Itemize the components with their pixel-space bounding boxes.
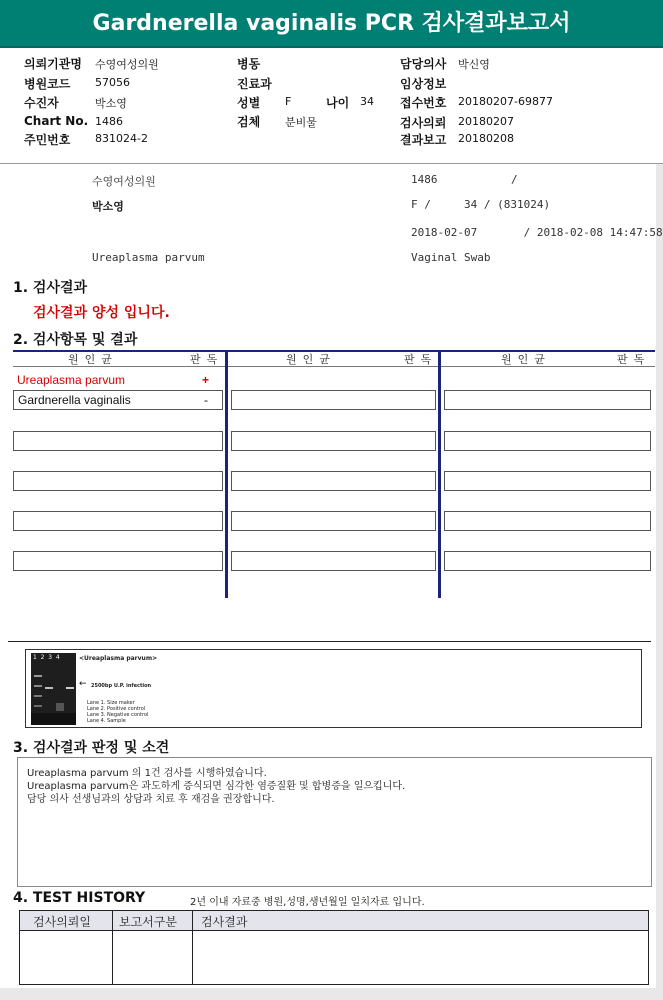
- history-column-divider: [192, 911, 193, 985]
- label-hospital-code: 병원코드: [24, 77, 71, 91]
- value-hospital-code: 57056: [95, 76, 130, 89]
- history-header-result: 검사결과: [201, 915, 248, 929]
- result-row-box: [231, 390, 436, 410]
- result-row-box: [444, 511, 651, 531]
- column-divider-1: [225, 350, 228, 598]
- header-divider: [0, 163, 663, 164]
- value-chart-no: 1486: [95, 115, 123, 128]
- result-row-box: [444, 390, 651, 410]
- value-requesting-institution: 수영여성의원: [95, 58, 159, 71]
- result-row-box: [13, 431, 223, 451]
- label-age: 나이: [326, 96, 350, 110]
- label-doctor: 담당의사: [400, 57, 447, 71]
- section-items-title: 2. 검사항목 및 결과: [13, 332, 138, 348]
- label-department: 진료과: [237, 77, 272, 91]
- label-report-date: 결과보고: [400, 133, 447, 147]
- result-row-box: [444, 551, 651, 571]
- result-row-box: [13, 471, 223, 491]
- page-shadow-right: [656, 164, 663, 1000]
- value-doctor: 박신영: [458, 58, 490, 71]
- info-slash: /: [511, 173, 518, 186]
- gel-legend-2: Lane 2. Positive control: [87, 706, 146, 712]
- history-header-request-date: 검사의뢰일: [33, 915, 91, 929]
- label-clinical-info: 임상정보: [400, 77, 447, 91]
- label-requesting-institution: 의뢰기관명: [24, 57, 82, 71]
- header-judgment-2: 판독: [404, 353, 438, 366]
- label-request-date: 검사의뢰: [400, 116, 447, 130]
- gel-legend-1: Lane 1. Size maker: [87, 700, 135, 706]
- result-row-box: [444, 431, 651, 451]
- gel-electrophoresis-image: [31, 653, 76, 725]
- value-resident-number: 831024-2: [95, 132, 148, 145]
- result-statement: 검사결과 양성 입니다.: [33, 305, 170, 321]
- history-note: 2년 이내 자료중 병원,성명,생년월일 일치자료 입니다.: [190, 897, 425, 908]
- section-judgment-title: 3. 검사결과 판정 및 소견: [13, 740, 170, 756]
- info-chart: 1486: [411, 173, 438, 186]
- gel-legend-3: Lane 3. Negative control: [87, 712, 149, 718]
- comment-line-2: Ureaplasma parvum은 과도하게 증식되면 심각한 염증질환 및 합병증을 일으킵니다.: [27, 781, 406, 792]
- page-shadow-bottom: [0, 988, 663, 1000]
- label-patient: 수진자: [24, 96, 59, 110]
- section-result-title: 1. 검사결과: [13, 280, 88, 296]
- section-divider: [8, 641, 651, 642]
- value-age: 34: [360, 95, 374, 108]
- result-name-1: Ureaplasma parvum: [17, 373, 126, 387]
- result-row-box: [13, 511, 223, 531]
- label-specimen: 검체: [237, 115, 261, 129]
- result-value-1: +: [202, 373, 210, 387]
- result-row-box: [13, 551, 223, 571]
- info-sex-age: F / 34 / (831024): [411, 198, 551, 211]
- value-report-date: 20180208: [458, 132, 514, 145]
- label-sex: 성별: [237, 96, 261, 110]
- column-divider-2: [438, 350, 441, 598]
- info-patient: 박소영: [92, 200, 124, 213]
- label-ward: 병동: [237, 57, 261, 71]
- gel-arrow-label: 2500bp U.P. infection: [91, 683, 152, 689]
- info-organism: Ureaplasma parvum: [92, 251, 205, 264]
- label-chart-no: Chart No.: [24, 114, 89, 128]
- info-hospital: 수영여성의원: [92, 175, 156, 188]
- header-organism-3: 원인균: [501, 353, 551, 366]
- info-specimen: Vaginal Swab: [411, 251, 491, 264]
- gel-title: <Ureaplasma parvum>: [79, 655, 158, 662]
- result-name-2: Gardnerella vaginalis: [18, 393, 131, 407]
- info-dates: 2018-02-07 / 2018-02-08 14:47:58: [411, 226, 663, 239]
- gel-legend-4: Lane 4. Sample: [87, 718, 126, 724]
- comment-line-1: Ureaplasma parvum 의 1건 검사를 시행하였습니다.: [27, 768, 267, 779]
- label-resident-number: 주민번호: [24, 133, 71, 147]
- result-row-box: [444, 471, 651, 491]
- header-judgment-1: 판독: [190, 353, 224, 366]
- report-title: Gardnerella vaginalis PCR 검사결과보고서: [92, 11, 571, 36]
- result-row-box: [231, 551, 436, 571]
- value-specimen: 분비물: [285, 116, 317, 129]
- gel-lane-numbers: 1 2 3 4: [33, 654, 60, 661]
- result-row-box: [231, 511, 436, 531]
- value-request-date: 20180207: [458, 115, 514, 128]
- header-judgment-3: 판독: [617, 353, 651, 366]
- result-row-box: [231, 471, 436, 491]
- header-organism-1: 원인균: [68, 353, 118, 366]
- items-table-header-rule: [13, 366, 655, 367]
- section-history-title: 4. TEST HISTORY: [13, 890, 146, 906]
- history-column-divider: [112, 911, 113, 985]
- result-row-box: [231, 431, 436, 451]
- comment-line-3: 담당 의사 선생님과의 상담과 치료 후 재검을 권장합니다.: [27, 794, 275, 805]
- history-table-header: [20, 911, 648, 931]
- label-receipt-number: 접수번호: [400, 96, 447, 110]
- arrow-left-icon: ←: [79, 679, 87, 689]
- value-receipt-number: 20180207-69877: [458, 95, 553, 108]
- result-value-2: -: [204, 393, 208, 407]
- value-patient: 박소영: [95, 97, 127, 110]
- header-organism-2: 원인균: [286, 353, 336, 366]
- history-header-report-type: 보고서구분: [119, 915, 177, 929]
- value-sex: F: [285, 95, 292, 108]
